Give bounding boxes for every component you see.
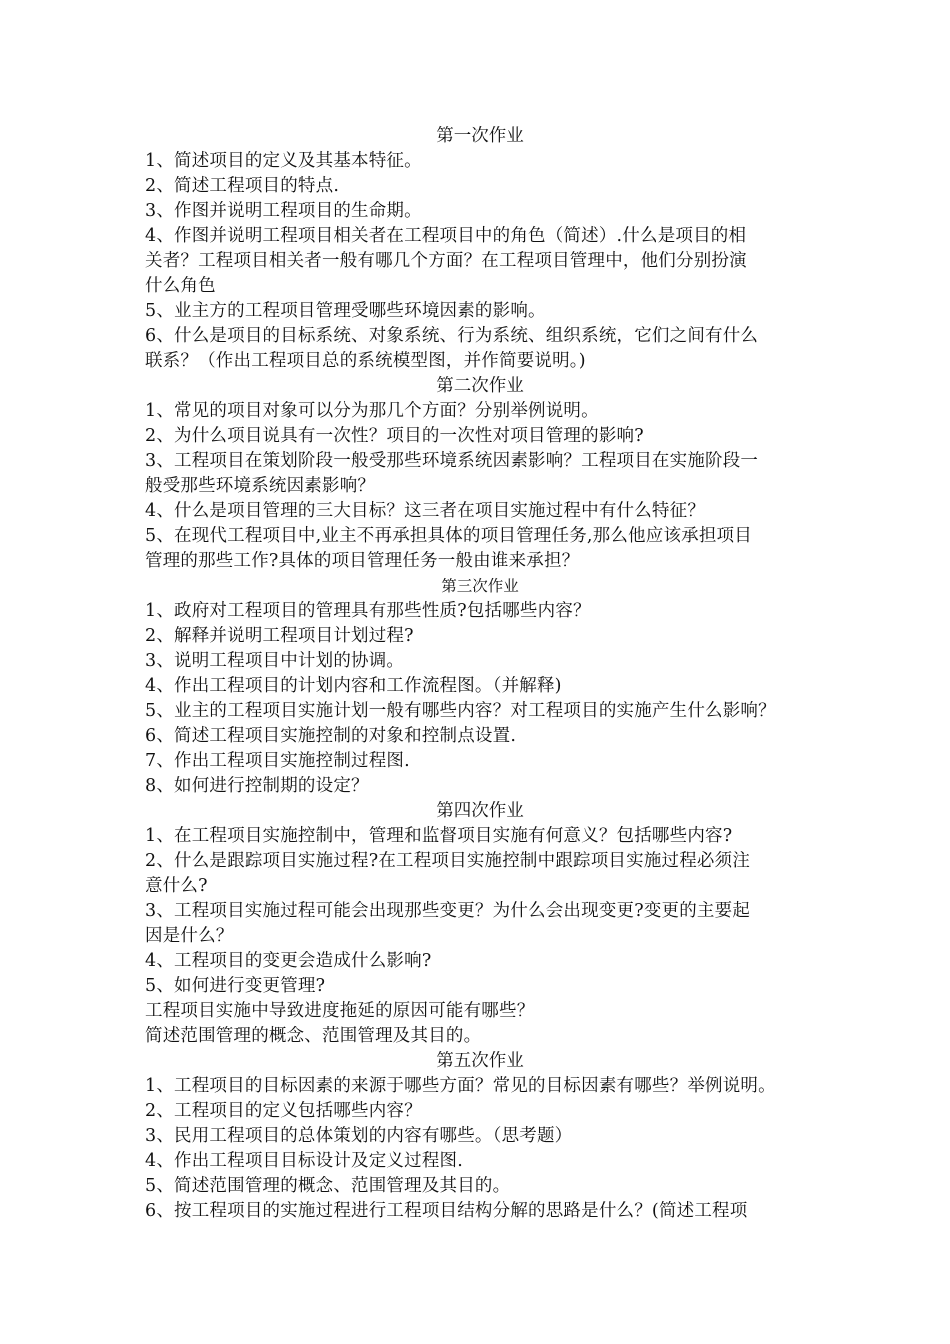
question-1-4: 4、作图并说明工程项目相关者在工程项目中的角色（简述）.什么是项目的相 关者？工程项目相关者一般有哪几个方面？在工程项目管理中，他们分别扮演 什么角色 — [145, 226, 747, 296]
question-3-3: 3、说明工程项目中计划的协调。 — [145, 651, 405, 671]
question-2-5: 5、在现代工程项目中,业主不再承担具体的项目管理任务,那么他应该承担项目 管理的那些工作?具体的项目管理任务一般由谁来承担？ — [145, 526, 752, 571]
question-1-1: 1、简述项目的定义及其基本特征。 — [145, 151, 422, 171]
question-3-5: 5、业主的工程项目实施计划一般有哪些内容？对工程项目的实施产生什么影响？ — [145, 701, 776, 721]
section-heading-5: 第五次作业 — [436, 1051, 524, 1071]
question-4-3: 3、工程项目实施过程可能会出现那些变更？为什么会出现变更?变更的主要起 因是什么？ — [145, 901, 751, 946]
question-2-4: 4、什么是项目管理的三大目标？这三者在项目实施过程中有什么特征？ — [145, 501, 706, 521]
question-3-1: 1、政府对工程项目的管理具有那些性质?包括哪些内容？ — [145, 601, 591, 621]
question-3-8: 8、如何进行控制期的设定？ — [145, 776, 369, 796]
question-3-6: 6、简述工程项目实施控制的对象和控制点设置. — [145, 726, 517, 746]
question-5-3: 3、民用工程项目的总体策划的内容有哪些。（思考题） — [145, 1126, 573, 1146]
section-heading-1: 第一次作业 — [436, 126, 524, 146]
question-3-2: 2、解释并说明工程项目计划过程? — [145, 626, 414, 646]
question-3-4: 4、作出工程项目的计划内容和工作流程图。（并解释) — [145, 676, 562, 696]
section-heading-2: 第二次作业 — [436, 376, 524, 396]
question-1-5: 5、业主方的工程项目管理受哪些环境因素的影响。 — [145, 301, 546, 321]
question-5-4: 4、作出工程项目目标设计及定义过程图. — [145, 1151, 463, 1171]
question-4-1: 1、在工程项目实施控制中，管理和监督项目实施有何意义？包括哪些内容? — [145, 826, 733, 846]
question-1-2: 2、简述工程项目的特点. — [145, 176, 340, 196]
section-heading-3: 第三次作业 — [441, 577, 519, 595]
question-4-6: 工程项目实施中导致进度拖延的原因可能有哪些？ — [145, 1001, 535, 1021]
question-2-1: 1、常见的项目对象可以分为那几个方面？分别举例说明。 — [145, 401, 599, 421]
question-2-3: 3、工程项目在策划阶段一般受那些环境系统因素影响？工程项目在实施阶段一 般受那些环境系统因素影响？ — [145, 451, 759, 496]
question-5-5: 5、简述范围管理的概念、范围管理及其目的。 — [145, 1176, 511, 1196]
section-heading-4: 第四次作业 — [436, 801, 524, 821]
question-4-5: 5、如何进行变更管理? — [145, 976, 326, 996]
question-1-6: 6、什么是项目的目标系统、对象系统、行为系统、组织系统，它们之间有什么 联系？（作出工程项目总的系统模型图，并作简要说明。) — [145, 326, 759, 371]
question-4-4: 4、工程项目的变更会造成什么影响? — [145, 951, 432, 971]
question-5-1: 1、工程项目的目标因素的来源于哪些方面？常见的目标因素有哪些？举例说明。 — [145, 1076, 776, 1096]
document-page — [145, 124, 815, 1224]
question-1-3: 3、作图并说明工程项目的生命期。 — [145, 201, 422, 221]
question-4-7: 简述范围管理的概念、范围管理及其目的。 — [145, 1026, 482, 1046]
question-4-2: 2、什么是跟踪项目实施过程?在工程项目实施控制中跟踪项目实施过程必须注 意什么? — [145, 851, 751, 896]
question-5-6: 6、按工程项目的实施过程进行工程项目结构分解的思路是什么？(简述工程项 — [145, 1201, 748, 1221]
question-3-7: 7、作出工程项目实施控制过程图. — [145, 751, 410, 771]
question-5-2: 2、工程项目的定义包括哪些内容？ — [145, 1101, 422, 1121]
question-2-2: 2、为什么项目说具有一次性？项目的一次性对项目管理的影响? — [145, 426, 644, 446]
